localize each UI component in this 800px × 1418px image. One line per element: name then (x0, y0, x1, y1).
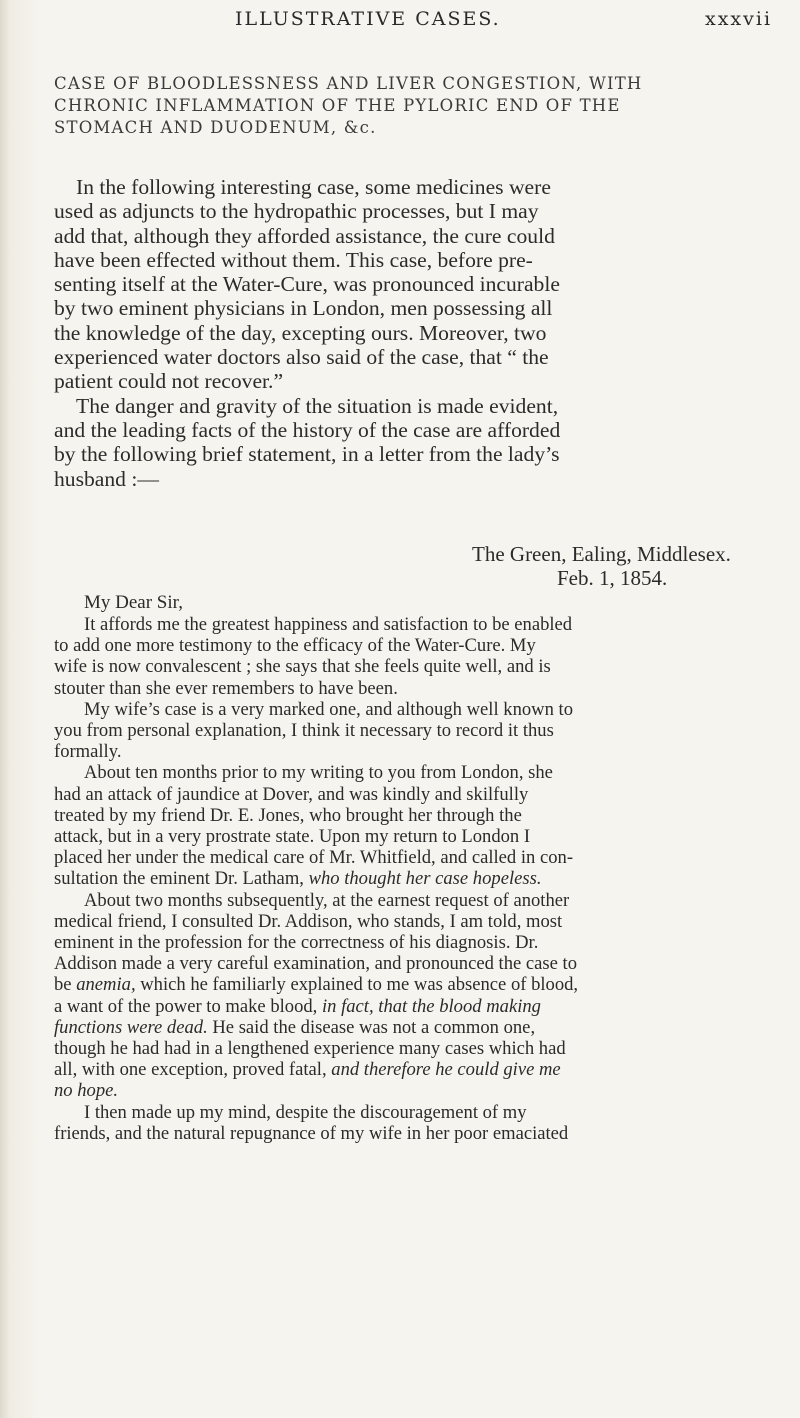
letter-address: The Green, Ealing, Middlesex. (472, 542, 731, 566)
italic-run: who thought her case hopeless. (308, 868, 542, 890)
text-line: have been effected without them. This case, before pre- (54, 247, 533, 272)
text-line: husband :— (54, 466, 159, 491)
letter-salutation: My Dear Sir, (84, 592, 183, 613)
case-heading-line: STOMACH AND DUODENUM, &c. (54, 118, 377, 137)
text-run: a want of the power to make blood, (54, 995, 322, 1017)
text-line: used as adjuncts to the hydropathic processes, but I may (54, 199, 539, 224)
intro-text (54, 175, 780, 491)
case-heading-line: CASE OF BLOODLESSNESS AND LIVER CONGESTION, WITH (54, 74, 643, 93)
text-line: to add one more testimony to the efficacy of the Water-Cure. My (54, 635, 536, 657)
text-line: treated by my friend Dr. E. Jones, who brought her through the (54, 804, 522, 826)
letter-paragraph (54, 1102, 784, 1144)
text-line (54, 1059, 784, 1080)
text-run: be (54, 974, 77, 996)
text-line: stouter than she ever remembers to have been. (54, 677, 398, 699)
text-run: which he familiarly explained to me was absence of blood, (135, 974, 579, 996)
italic-run: no hope. (54, 1080, 119, 1102)
page-number: xxxvii (705, 8, 773, 30)
text-line: experienced water doctors also said of the case, that “ the (54, 345, 549, 370)
text-line: had an attack of jaundice at Dover, and was kindly and skilfully (54, 783, 529, 805)
case-heading-line: CHRONIC INFLAMMATION OF THE PYLORIC END OF THE (54, 96, 621, 115)
text-line: I then made up my mind, despite the discouragement of my (84, 1101, 527, 1123)
italic-run: and therefore he could give me (331, 1059, 561, 1081)
text-line (54, 890, 784, 911)
text-line: patient could not recover.” (54, 369, 284, 394)
text-line: placed her under the medical care of Mr. Whitfield, and called in con- (54, 847, 574, 869)
letter-paragraph (54, 762, 784, 889)
running-head-title: ILLUSTRATIVE CASES. (235, 8, 501, 30)
letter (54, 542, 784, 1144)
letter-paragraph (54, 890, 784, 1102)
letter-paragraph (54, 699, 784, 763)
text-run: About two months subsequently, at the earnest request of another (84, 889, 570, 911)
text-line (54, 1017, 784, 1038)
text-line (54, 932, 784, 953)
text-run: sultation the eminent Dr. Latham, (54, 868, 309, 890)
text-line (54, 974, 784, 995)
text-line (54, 996, 784, 1017)
text-run: He said the disease was not a common one, (207, 1016, 536, 1038)
text-line: by two eminent physicians in London, men possessing all (54, 296, 553, 321)
text-line: My wife’s case is a very marked one, and although well known to (84, 698, 573, 720)
text-run: medical friend, I consulted Dr. Addison, who stands, I am told, most (54, 910, 563, 932)
text-line: formally. (54, 741, 122, 763)
text-run: Addison made a very careful examination, and pronounced the case to (54, 953, 578, 975)
italic-run: functions were dead. (54, 1016, 208, 1038)
text-line: It affords me the greatest happiness and satisfaction to be enabled (84, 614, 573, 635)
text-line: and the leading facts of the history of the case are afforded (54, 417, 561, 442)
text-line (54, 868, 784, 889)
text-line: you from personal explanation, I think it necessary to record it thus (54, 720, 554, 742)
text-line: The danger and gravity of the situation is made evident, (76, 393, 559, 418)
text-line (54, 1080, 784, 1101)
text-line: add that, although they afforded assistance, the cure could (54, 223, 555, 248)
text-line: friends, and the natural repugnance of my wife in her poor emaciated (54, 1122, 569, 1144)
case-heading (54, 73, 784, 139)
italic-run: anemia, (76, 974, 136, 996)
text-line: the knowledge of the day, excepting ours. Moreover, two (54, 320, 547, 345)
text-line (54, 953, 784, 974)
text-line: About ten months prior to my writing to you from London, she (84, 762, 553, 784)
text-line (54, 1038, 784, 1059)
text-line: attack, but in a very prostrate state. Upon my return to London I (54, 826, 531, 848)
text-run: eminent in the profession for the correctness of his diagnosis. Dr. (54, 932, 539, 954)
letter-paragraph (54, 614, 784, 699)
italic-run: in fact, that the blood making (321, 995, 541, 1017)
text-line: wife is now convalescent ; she says that she feels quite well, and is (54, 656, 551, 678)
text-line: In the following interesting case, some medicines were (76, 175, 551, 199)
text-run: though he had had in a lengthened experience many cases which had (54, 1038, 566, 1060)
text-line: senting itself at the Water-Cure, was pronounced incurable (54, 272, 560, 297)
text-run: all, with one exception, proved fatal, (54, 1059, 332, 1081)
letter-date: Feb. 1, 1854. (557, 566, 668, 590)
text-line: by the following brief statement, in a letter from the lady’s (54, 442, 560, 467)
text-line (54, 911, 784, 932)
